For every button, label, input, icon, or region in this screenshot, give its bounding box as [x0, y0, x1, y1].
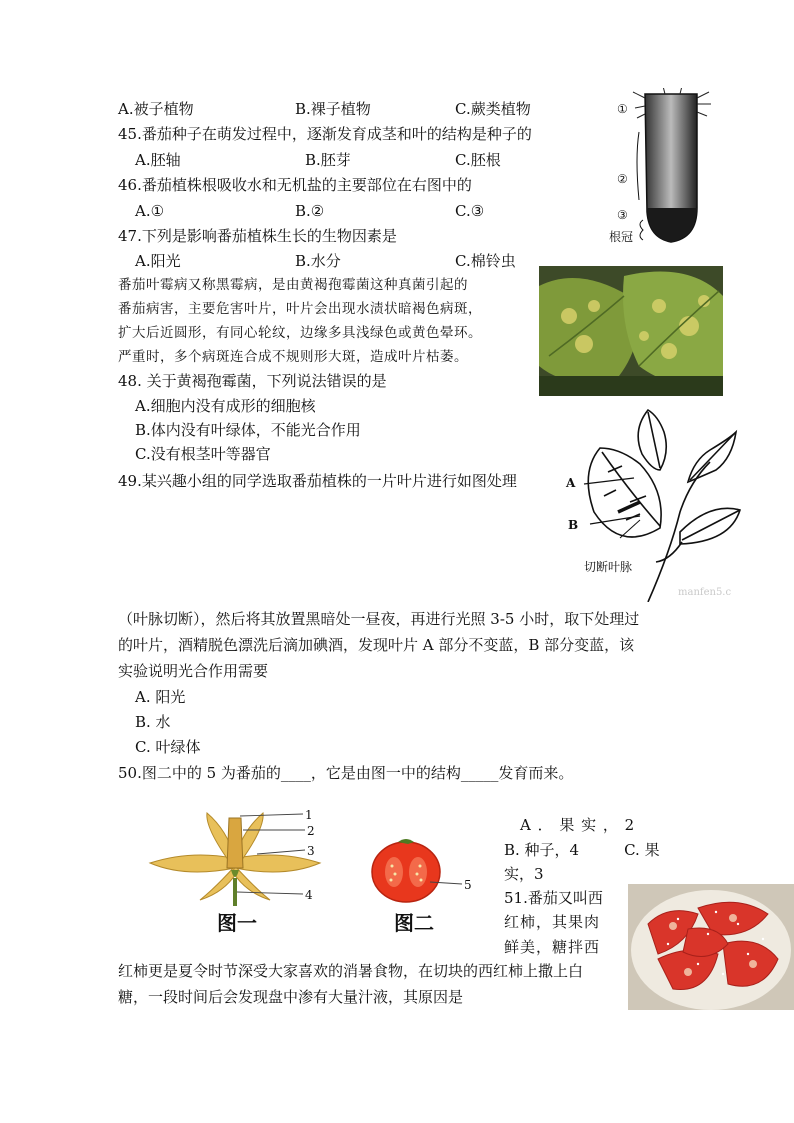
- q46-stem: 46.番茄植株根吸收水和无机盐的主要部位在右图中的: [118, 176, 472, 194]
- q49-stem: 49.某兴趣小组的同学选取番茄植株的一片叶片进行如图处理: [118, 472, 517, 490]
- q46-option-a: A.①: [135, 202, 165, 220]
- flower-label-1: 1: [305, 808, 313, 822]
- root-label-1: ①: [617, 102, 628, 116]
- q44-option-b: B.裸子植物: [295, 100, 371, 118]
- q47-option-b: B.水分: [295, 252, 341, 270]
- q45-option-b: B.胚芽: [305, 151, 351, 169]
- q50-stem: 50.图二中的 5 为番茄的____，它是由图一中的结构_____发育而来。: [118, 764, 574, 782]
- q48-intro-line-2: 番茄病害，主要危害叶片，叶片会出现水渍状暗褐色病斑，: [118, 301, 482, 317]
- q49-cont-line-3: 实验说明光合作用需要: [118, 662, 269, 680]
- q51-line-4: 红柿更是夏令时节深受大家喜欢的消暑食物，在切块的西红柿上撒上白: [118, 962, 584, 980]
- sugared-tomato-image: [628, 884, 794, 1010]
- q50-option-a: A ． 果 实 ， 2: [520, 816, 636, 834]
- q47-stem: 47.下列是影响番茄植株生长的生物因素是: [118, 227, 397, 245]
- q48-option-b: B.体内没有叶绿体，不能光合作用: [135, 421, 361, 439]
- q50-option-c-cont: 实，3: [504, 865, 544, 883]
- q44-option-c: C.蕨类植物: [455, 100, 531, 118]
- q49-option-b: B. 水: [135, 713, 171, 731]
- q45-option-c: C.胚根: [455, 151, 501, 169]
- q48-intro-line-4: 严重时，多个病斑连合成不规则形大斑，造成叶片枯萎。: [118, 349, 468, 365]
- flower-label-2: 2: [307, 824, 315, 838]
- root-label-2: ②: [617, 172, 628, 186]
- q51-line-3: 鲜美，糖拌西: [504, 938, 601, 956]
- q48-intro-line-3: 扩大后近圆形，有同心轮纹，边缘多具浅绿色或黄色晕环。: [118, 325, 482, 341]
- q48-option-a: A.细胞内没有成形的细胞核: [135, 397, 316, 415]
- diseased-leaf-photo: [539, 266, 723, 396]
- q49-option-a: A. 阳光: [135, 688, 186, 706]
- root-tip-figure: [605, 88, 725, 248]
- q48-option-c: C.没有根茎叶等器官: [135, 445, 271, 463]
- flower-figure: [145, 808, 325, 943]
- q46-option-b: B.②: [295, 202, 325, 220]
- root-cap-label: 根冠: [609, 230, 634, 244]
- tomato-label-5: 5: [464, 878, 472, 892]
- q47-option-a: A.阳光: [135, 252, 181, 270]
- q49-cont-line-2: 的叶片，酒精脱色漂洗后滴加碘酒，发现叶片 A 部分不变蓝，B 部分变蓝，该: [118, 636, 635, 654]
- q48-intro-line-1: 番茄叶霉病又称黑霉病，是由黄褐孢霉菌这种真菌引起的: [118, 277, 468, 293]
- tomato-figure: [368, 832, 478, 942]
- leaf-vein-cut-figure: [560, 402, 750, 602]
- leaf-label-b: B: [568, 518, 579, 532]
- q51-line-1: 51.番茄又叫西: [504, 889, 603, 907]
- q49-cont-line-1: （叶脉切断），然后将其放置黑暗处一昼夜，再进行光照 3-5 小时，取下处理过: [118, 610, 640, 628]
- q45-option-a: A.胚轴: [135, 151, 181, 169]
- q49-option-c: C. 叶绿体: [135, 738, 201, 756]
- flower-drawing: [145, 808, 325, 908]
- flower-label-4: 4: [305, 888, 313, 902]
- sugared-tomato-photo: [628, 884, 794, 1010]
- flower-label-3: 3: [307, 844, 315, 858]
- leaf-label-a: A: [566, 476, 576, 490]
- q50-option-b-c: B. 种子，4 C. 果: [504, 841, 660, 859]
- diseased-leaf-image: [539, 266, 723, 396]
- watermark: manfen5.c: [678, 587, 732, 598]
- root-label-3: ③: [617, 208, 628, 222]
- cut-vein-label: 切断叶脉: [584, 560, 633, 574]
- q51-line-5: 糖，一段时间后会发现盘中渗有大量汁液，其原因是: [118, 988, 464, 1006]
- figure-two-caption: 图二: [394, 911, 434, 935]
- q48-stem: 48. 关于黄褐孢霉菌，下列说法错误的是: [118, 372, 387, 390]
- figure-one-caption: 图一: [217, 911, 257, 935]
- q47-option-c: C.棉铃虫: [455, 252, 516, 270]
- q46-option-c: C.③: [455, 202, 485, 220]
- q44-option-a: A.被子植物: [118, 100, 194, 118]
- q45-stem: 45.番茄种子在萌发过程中，逐渐发育成茎和叶的结构是种子的: [118, 125, 532, 143]
- tomato-drawing: [368, 832, 478, 904]
- q51-line-2: 红柿，其果肉: [504, 913, 601, 931]
